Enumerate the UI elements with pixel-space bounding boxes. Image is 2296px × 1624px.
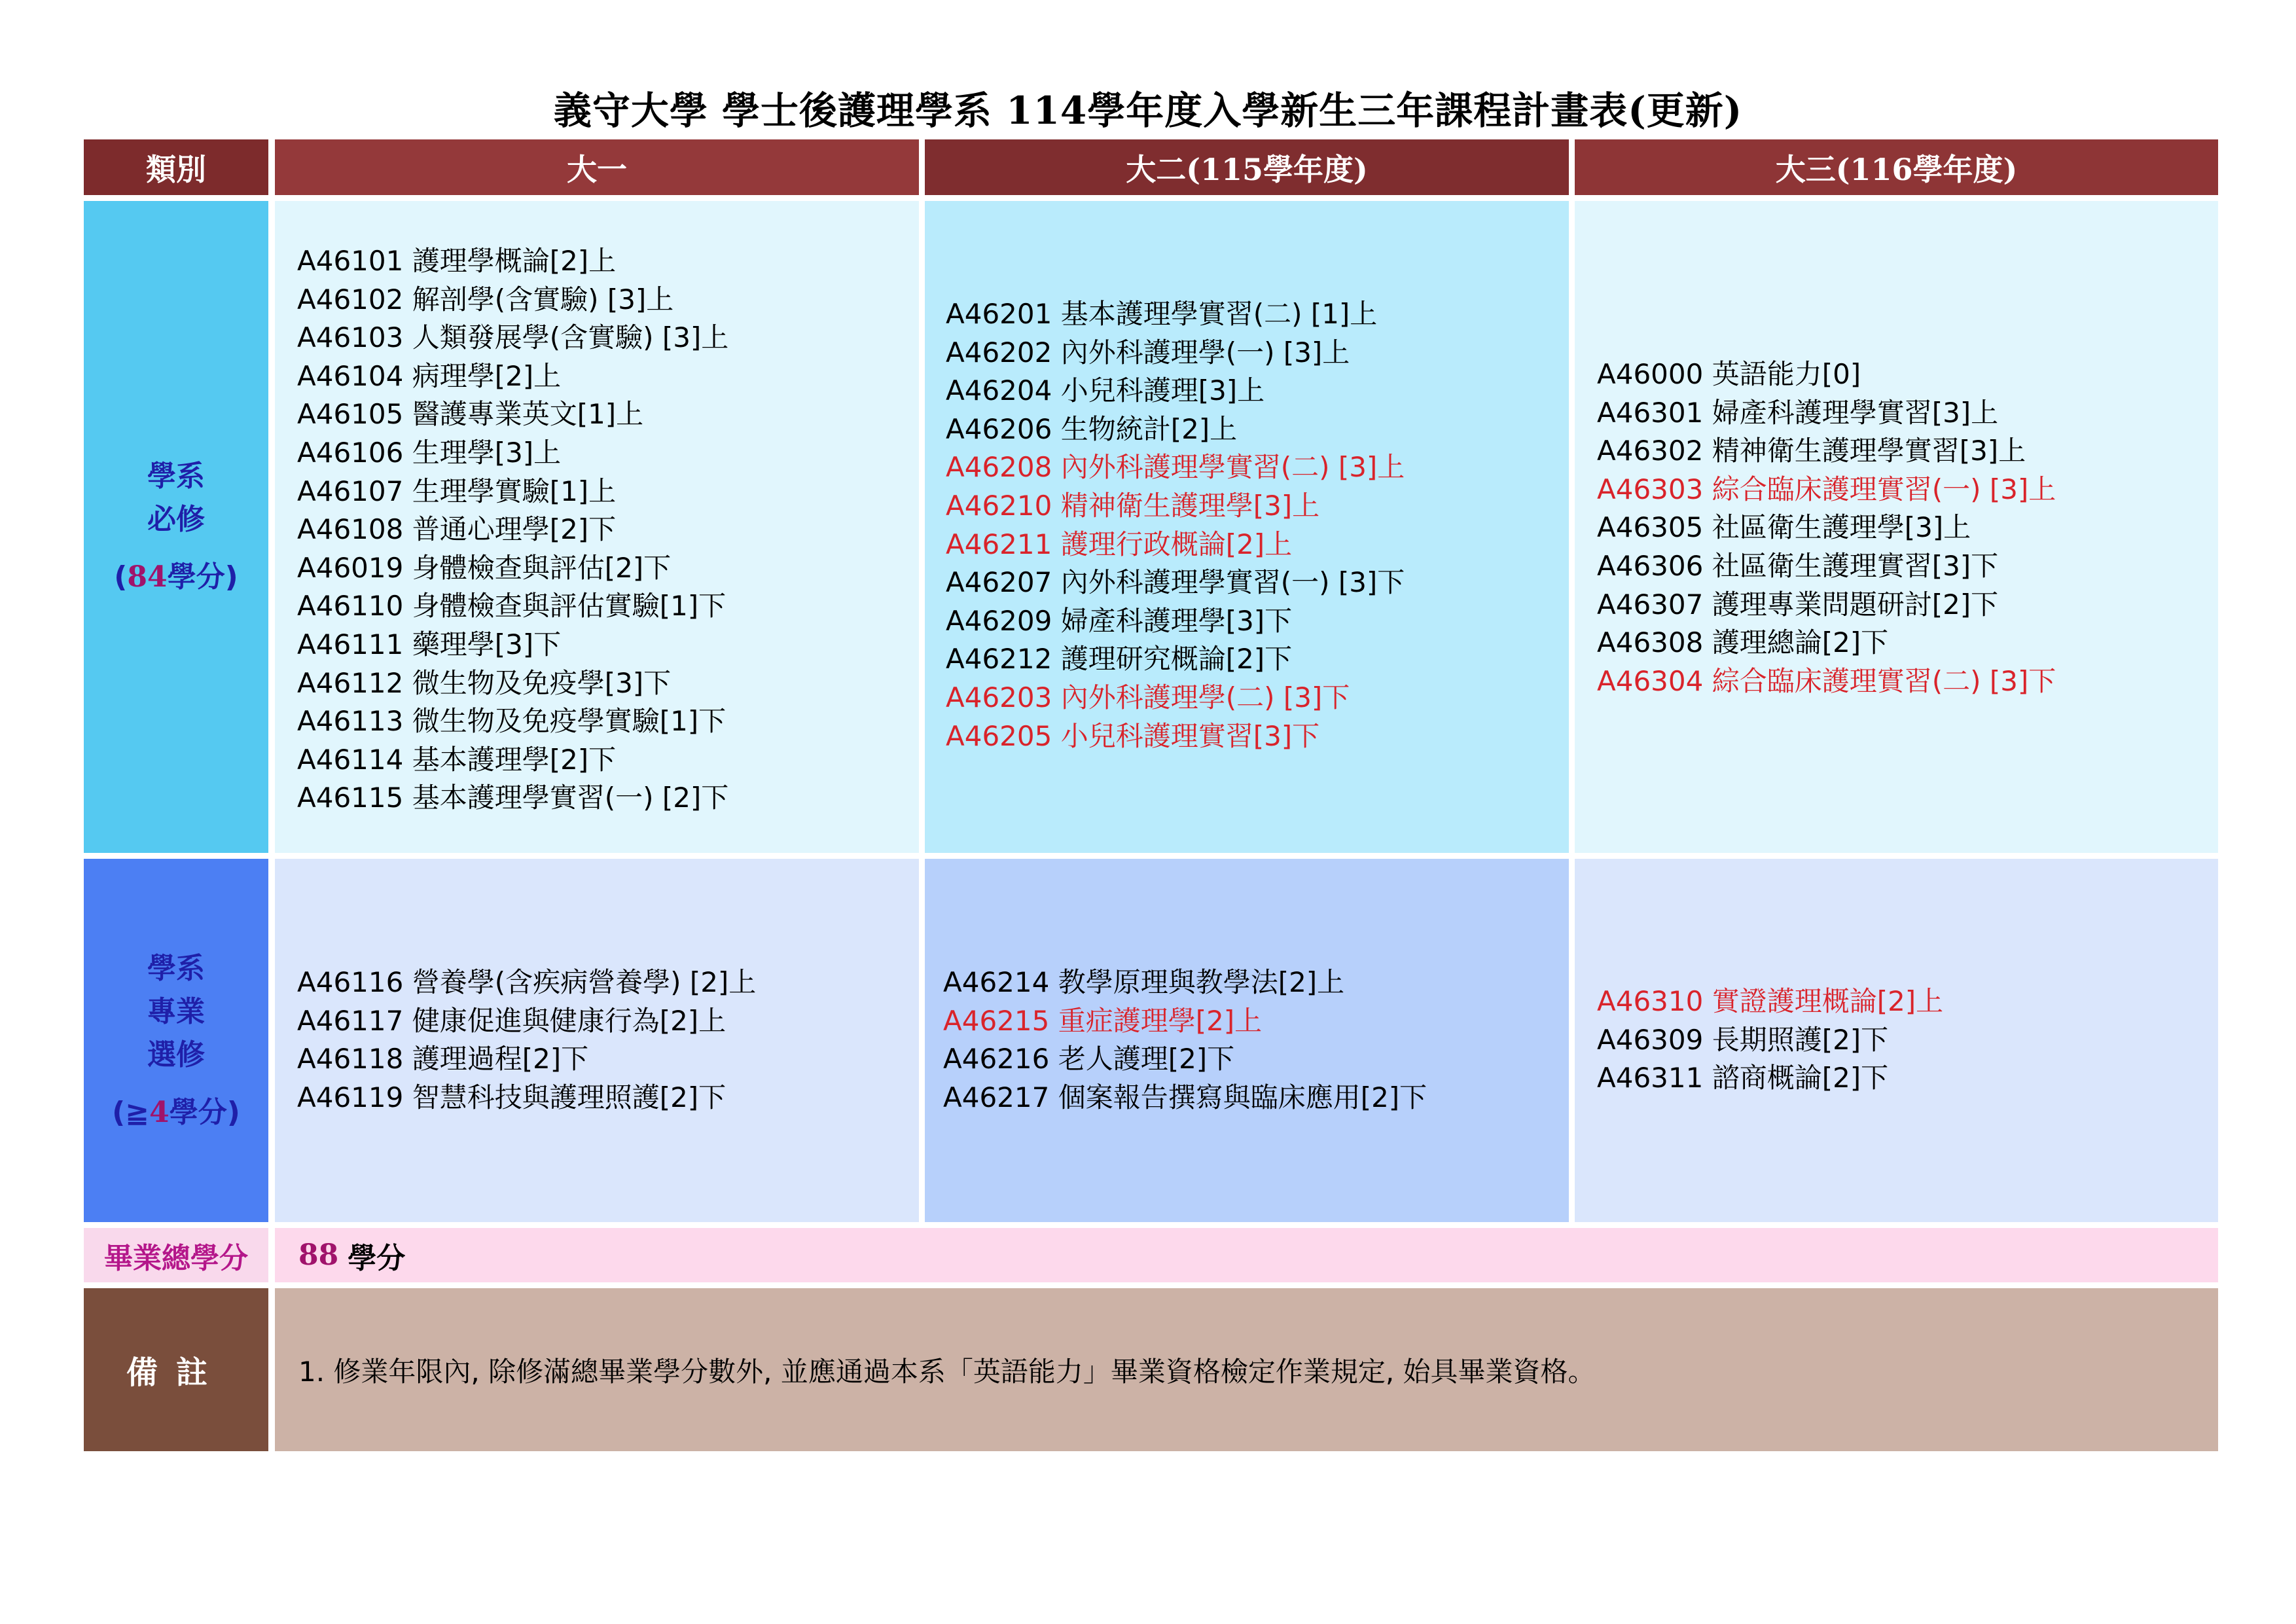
course-item: A46309 長期照護[2]下 (1597, 1023, 1889, 1056)
course-item: A46204 小兒科護理[3]上 (946, 374, 1265, 407)
elective-year3-list (1597, 983, 1943, 1098)
elective-credits-open: (≧ (112, 1095, 150, 1129)
required-year1-list (297, 242, 728, 818)
course-item: A46215 重症護理學[2]上 (943, 1004, 1263, 1037)
course-item: A46306 社區衛生護理實習[3]下 (1597, 549, 1999, 582)
elective-year2-list (943, 964, 1427, 1117)
elective-credits-num: 4 (149, 1095, 170, 1129)
course-item: A46101 護理學概論[2]上 (297, 245, 617, 277)
required-category (84, 201, 268, 853)
required-credits-unit: 學分) (167, 560, 238, 594)
elective-year3-cell (1575, 859, 2218, 1222)
course-item: A46206 生物統計[2]上 (946, 412, 1238, 445)
course-item: A46201 基本護理學實習(二) [1]上 (946, 298, 1378, 330)
course-item: A46114 基本護理學[2]下 (297, 743, 617, 776)
graduation-value (275, 1228, 2218, 1282)
course-item: A46202 內外科護理學(一) [3]上 (946, 336, 1350, 369)
header-year3: 大三(116學年度) (1575, 139, 2218, 195)
course-item: A46310 實證護理概論[2]上 (1597, 985, 1944, 1017)
course-item: A46106 生理學[3]上 (297, 436, 562, 469)
required-label-line2: 必修 (147, 503, 205, 536)
course-item: A46302 精神衛生護理學實習[3]上 (1597, 435, 2026, 467)
course-item: A46104 病理學[2]上 (297, 359, 562, 392)
course-item: A46209 婦產科護理學[3]下 (946, 604, 1293, 637)
course-item: A46107 生理學實驗[1]上 (297, 475, 617, 507)
course-item: A46217 個案報告撰寫與臨床應用[2]下 (943, 1081, 1427, 1113)
course-item: A46311 諮商概論[2]下 (1597, 1062, 1889, 1094)
course-item: A46117 健康促進與健康行為[2]上 (297, 1004, 726, 1037)
course-item: A46308 護理總論[2]下 (1597, 626, 1889, 659)
course-item: A46203 內外科護理學(二) [3]下 (946, 681, 1350, 713)
course-item: A46116 營養學(含疾病營養學) [2]上 (297, 966, 757, 998)
course-item: A46305 社區衛生護理學[3]上 (1597, 511, 1971, 544)
course-item: A46212 護理研究概論[2]下 (946, 643, 1293, 676)
course-item: A46301 婦產科護理學實習[3]上 (1597, 396, 1999, 429)
course-item: A46113 微生物及免疫學實驗[1]下 (297, 705, 726, 738)
course-item: A46207 內外科護理學實習(一) [3]下 (946, 566, 1405, 599)
graduation-credits-num: 88 (298, 1238, 339, 1272)
course-item: A46119 智慧科技與護理照護[2]下 (297, 1081, 726, 1113)
required-credits (114, 556, 238, 599)
course-item: A46105 醫護專業英文[1]上 (297, 398, 644, 431)
course-item: A46110 身體檢查與評估實驗[1]下 (297, 590, 726, 623)
course-item: A46214 教學原理與教學法[2]上 (943, 966, 1345, 998)
elective-label-line1: 學系 (147, 951, 205, 985)
graduation-label: 畢業總學分 (84, 1228, 268, 1282)
course-item: A46115 基本護理學實習(一) [2]下 (297, 782, 729, 814)
header-year1: 大一 (275, 139, 919, 195)
required-credits-num: 84 (127, 560, 168, 594)
course-item: A46019 身體檢查與評估[2]下 (297, 551, 672, 584)
course-item: A46205 小兒科護理實習[3]下 (946, 719, 1320, 752)
course-item: A46108 普通心理學[2]下 (297, 513, 617, 546)
course-item: A46208 內外科護理學實習(二) [3]上 (946, 451, 1405, 484)
elective-year1-list (297, 964, 756, 1117)
elective-category (84, 859, 268, 1222)
course-item: A46307 護理專業問題研討[2]下 (1597, 588, 1999, 621)
notes-label: 備註 (84, 1288, 268, 1451)
course-item: A46102 解剖學(含實驗) [3]上 (297, 283, 674, 316)
required-year3-list (1597, 355, 2056, 700)
course-item: A46112 微生物及免疫學[3]下 (297, 666, 672, 699)
required-year1-cell (275, 201, 919, 853)
header-category: 類別 (84, 139, 268, 195)
page-title: 義守大學 學士後護理學系 114學年度入學新生三年課程計畫表(更新) (553, 88, 1743, 133)
elective-label-line3: 選修 (147, 1038, 205, 1072)
graduation-credits-unit: 學分 (348, 1241, 406, 1275)
course-item: A46216 老人護理[2]下 (943, 1043, 1235, 1075)
course-item: A46210 精神衛生護理學[3]上 (946, 489, 1320, 522)
course-item: A46211 護理行政概論[2]上 (946, 528, 1293, 560)
required-year2-list (946, 295, 1405, 755)
elective-credits (112, 1091, 240, 1134)
course-item: A46111 藥理學[3]下 (297, 628, 562, 660)
required-year2-cell (925, 201, 1569, 853)
course-item: A46304 綜合臨床護理實習(二) [3]下 (1597, 664, 2056, 697)
course-item: A46118 護理過程[2]下 (297, 1043, 589, 1075)
elective-year1-cell (275, 859, 919, 1222)
notes-text: 1. 修業年限內, 除修滿總畢業學分數外, 並應通過本系「英語能力」畢業資格檢定作業規定, 始具畢業資格。 (275, 1288, 2218, 1451)
required-label-line1: 學系 (147, 460, 205, 493)
required-credits-open: ( (114, 560, 128, 594)
elective-credits-unit: 學分) (169, 1095, 240, 1129)
elective-year2-cell (925, 859, 1569, 1222)
course-item: A46103 人類發展學(含實驗) [3]上 (297, 321, 729, 354)
required-year3-cell (1575, 201, 2218, 853)
course-item: A46303 綜合臨床護理實習(一) [3]上 (1597, 473, 2056, 505)
course-item: A46000 英語能力[0] (1597, 358, 1861, 390)
elective-label-line2: 專業 (147, 994, 205, 1028)
header-year2: 大二(115學年度) (925, 139, 1569, 195)
